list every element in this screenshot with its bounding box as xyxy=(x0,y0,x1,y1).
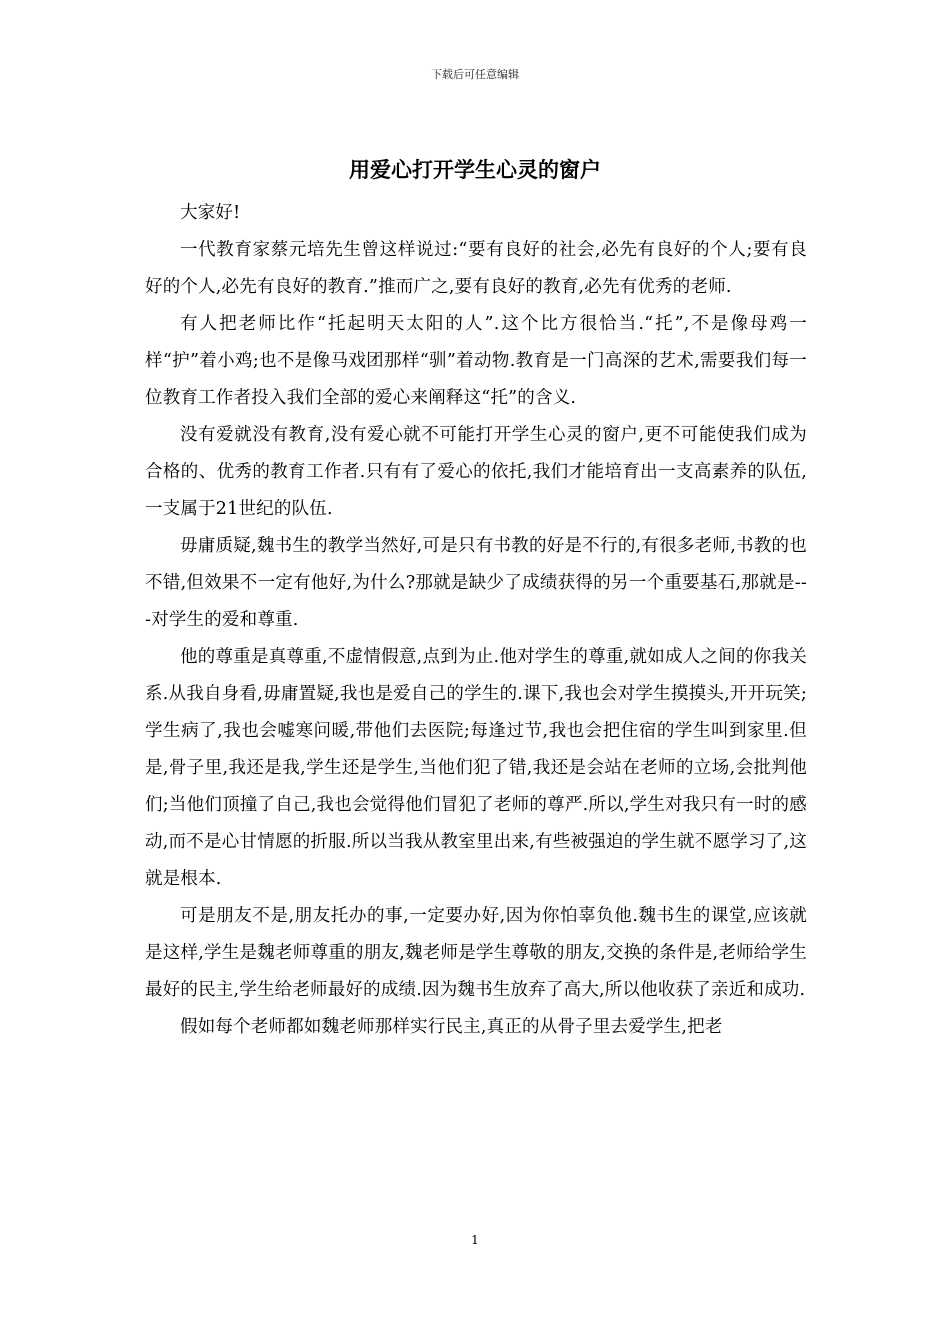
page-header: 下载后可任意编辑 xyxy=(431,68,519,81)
page-number: 1 xyxy=(471,1233,479,1247)
paragraph: 有人把老师比作“托起明天太阳的人”.这个比方很恰当.“托”,不是像母鸡一样“护”着小鸡;也不是像马戏团那样“驯”着动物.教育是一门高深的艺术,需要我们每一位教育工作者投入我们全部的爱心来阐释这“托”的含义. xyxy=(145,314,807,408)
paragraph: 可是朋友不是,朋友托办的事,一定要办好,因为你怕辜负他.魏书生的课堂,应该就是这样,学生是魏老师尊重的朋友,魏老师是学生尊敬的朋友,交换的条件是,老师给学生最好的民主,学生给老师最好的成绩.因为魏书生放弃了高大,所以他收获了亲近和成功. xyxy=(145,906,807,1000)
paragraph: 假如每个老师都如魏老师那样实行民主,真正的从骨子里去爱学生,把老 xyxy=(180,1017,723,1037)
paragraph: 他的尊重是真尊重,不虚情假意,点到为止.他对学生的尊重,就如成人之间的你我关系.从我自身看,毋庸置疑,我也是爱自己的学生的.课下,我也会对学生摸摸头,开开玩笑;学生病了,我也会嘘寒问暖,带他们去医院;每逢过节,我也会把住宿的学生叫到家里.但是,骨子里,我还是我,学生还是学生,当他们犯了错,我还是会站在老师的立场,会批判他们;当他们顶撞了自己,我也会觉得他们冒犯了老师的尊严.所以,学生对我只有一时的感动,而不是心甘情愿的折服.所以当我从教室里出来,有些被强迫的学生就不愿学习了,这就是根本. xyxy=(145,647,807,889)
document-title: 用爱心打开学生心灵的窗户 xyxy=(349,158,601,182)
paragraph-greeting: 大家好! xyxy=(180,203,241,223)
paragraph: 一代教育家蔡元培先生曾这样说过:“要有良好的社会,必先有良好的个人;要有良好的个人,必先有良好的教育.”推而广之,要有良好的教育,必先有优秀的老师. xyxy=(145,240,807,297)
paragraph: 没有爱就没有教育,没有爱心就不可能打开学生心灵的窗户,更不可能使我们成为合格的、优秀的教育工作者.只有有了爱心的依托,我们才能培育出一支高素养的队伍,一支属于21世纪的队伍. xyxy=(145,425,807,519)
document-body xyxy=(145,195,807,1046)
paragraph: 毋庸质疑,魏书生的教学当然好,可是只有书教的好是不行的,有很多老师,书教的也不错,但效果不一定有他好,为什么?那就是缺少了成绩获得的另一个重要基石,那就是---对学生的爱和尊重. xyxy=(145,536,807,630)
